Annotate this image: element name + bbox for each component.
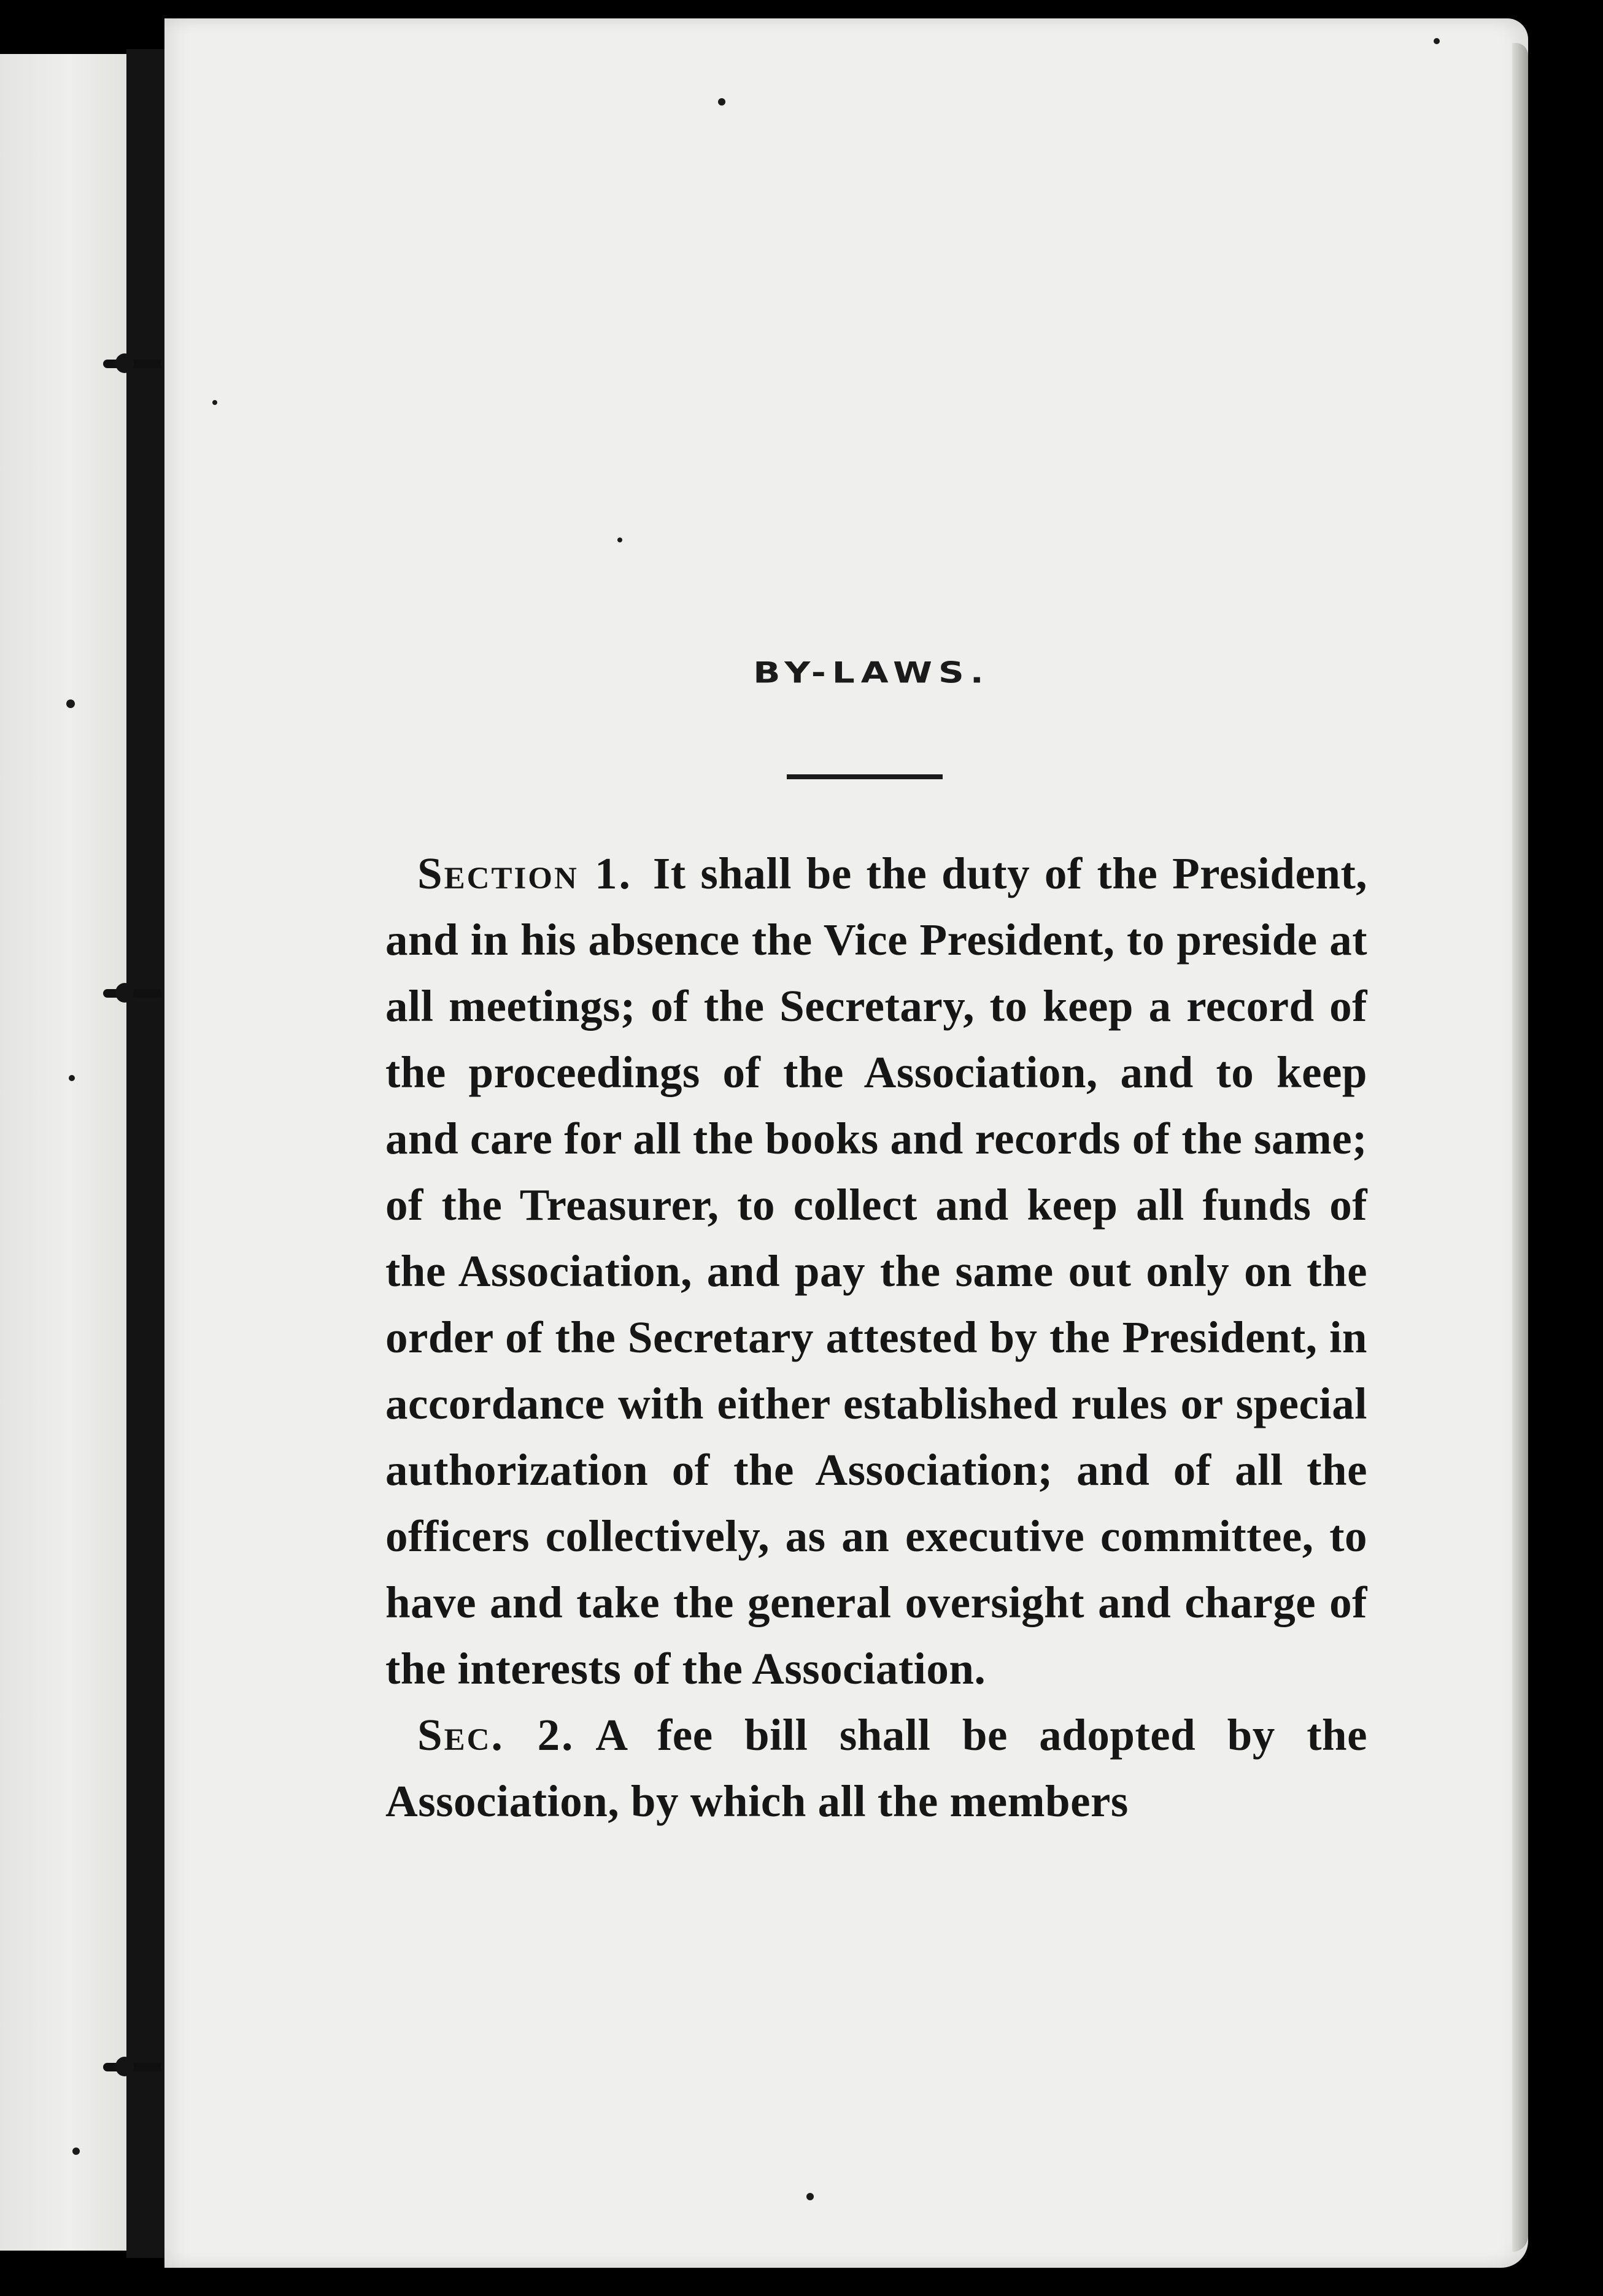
section-1-paragraph bbox=[385, 841, 1367, 1702]
print-speck bbox=[212, 400, 217, 405]
section-2-text: A fee bill shall be adopted by the Association, by which all the members bbox=[385, 1710, 1368, 1826]
print-speck bbox=[806, 2193, 814, 2200]
section-2-paragraph bbox=[385, 1702, 1367, 1835]
print-speck bbox=[1434, 38, 1440, 44]
print-speck bbox=[69, 1075, 75, 1081]
section-1-label: Section 1. bbox=[417, 849, 632, 898]
print-speck bbox=[72, 2148, 80, 2155]
page-heading: BY-LAWS. bbox=[753, 655, 990, 690]
print-speck bbox=[66, 699, 75, 708]
bylaws-body bbox=[385, 841, 1367, 1835]
left-page-edge bbox=[0, 54, 126, 2251]
print-speck bbox=[718, 98, 725, 106]
heading-rule bbox=[787, 774, 943, 779]
section-2-label: Sec. 2. bbox=[417, 1710, 575, 1760]
section-1-text: It shall be the duty of the President, and in his absence the Vice President, to preside at all meetings; of the Secretary, to keep a record of the proceedings of the Association, and to keep and care for all the books and records of the same; of the Treasurer, to collect and keep all funds of the Association, and pay the same out only on the order of the Secretary attested by the President, in accordance with either established rules or special authorization of the Association; and of all the officers collectively, as an executive committee, to have and take the general oversight and charge of the interests of the Association. bbox=[385, 849, 1368, 1693]
print-speck bbox=[617, 537, 622, 542]
page-edge-shadow bbox=[1512, 43, 1528, 2252]
binding-gutter bbox=[126, 49, 164, 2258]
